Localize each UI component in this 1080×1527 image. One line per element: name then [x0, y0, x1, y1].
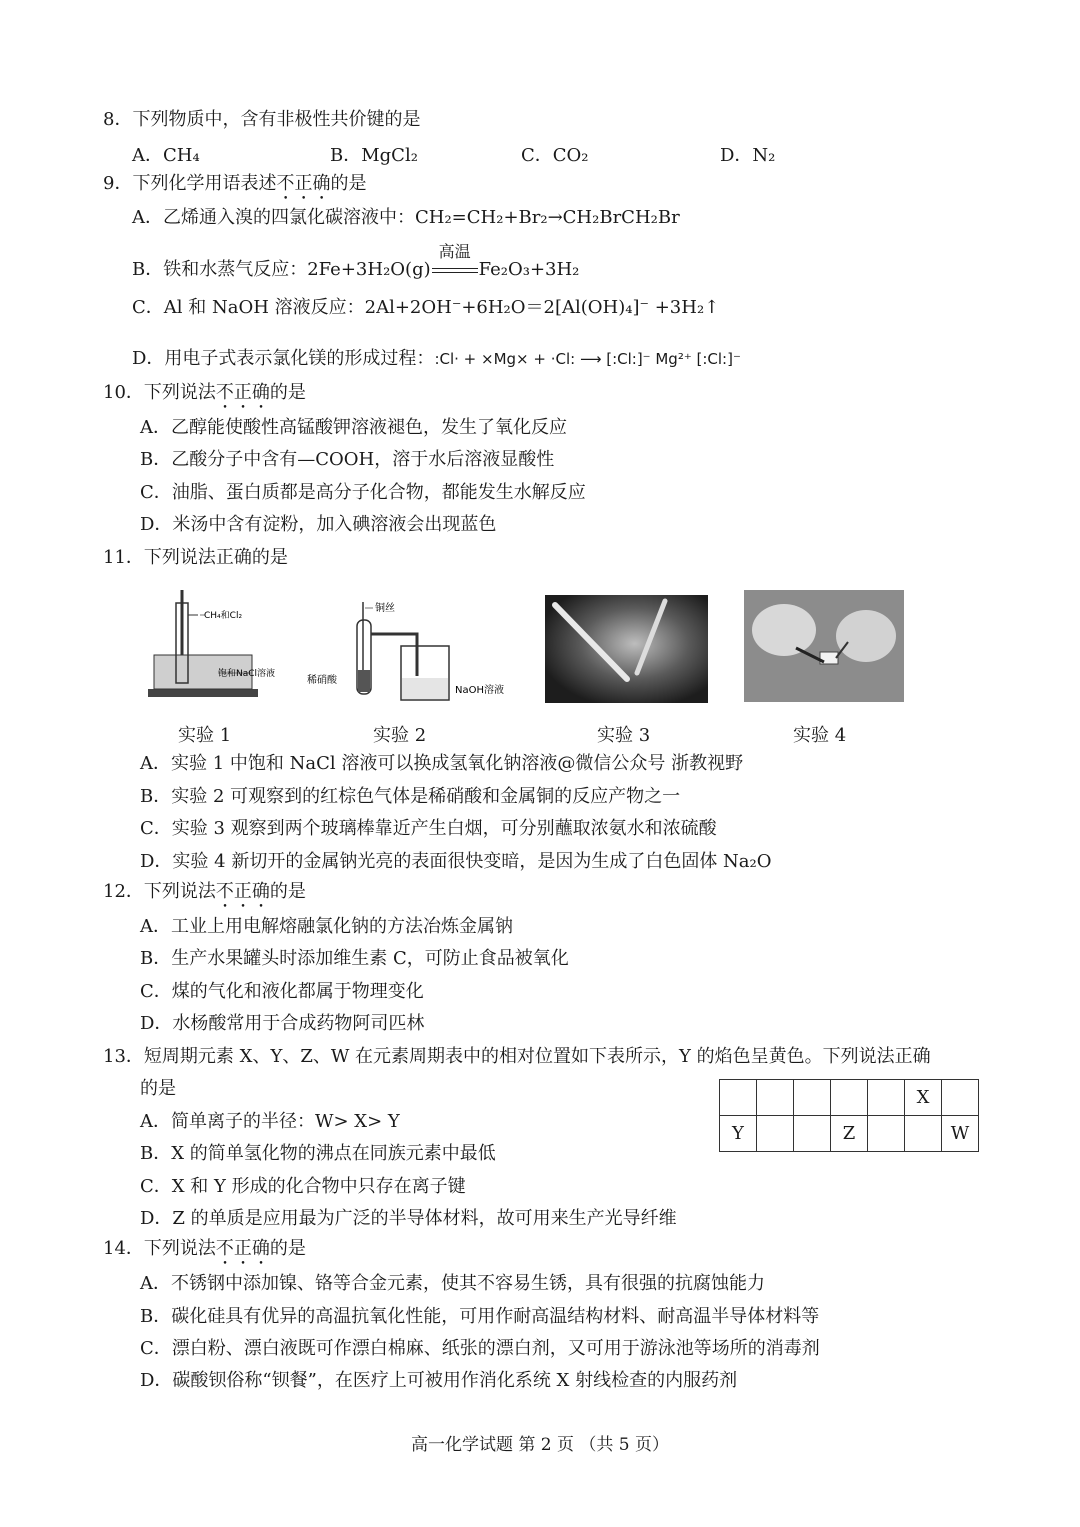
q14-stem-pre: 14．下列说法 — [103, 1238, 216, 1259]
q12-option-d: D．水杨酸常用于合成药物阿司匹林 — [140, 1013, 425, 1034]
q10-stem — [103, 381, 306, 413]
table-cell: Z — [831, 1116, 868, 1152]
acid-liquid — [358, 670, 370, 692]
table-cell: W — [942, 1116, 979, 1152]
q9-option-d — [132, 347, 741, 371]
fig2-label-wire: 铜丝 — [375, 603, 395, 614]
q9-option-d-pre: D．用电子式表示氯化镁的形成过程： — [132, 348, 435, 369]
table-cell — [794, 1080, 831, 1116]
table-row — [720, 1116, 979, 1152]
table-cell — [868, 1080, 905, 1116]
q9-stem-post: 的是 — [330, 173, 367, 194]
experiment-1-diagram — [140, 585, 310, 705]
q9-electron-formula: :Cl· + ×Mg× + ·Cl: ⟶ [:Cl:]⁻ Mg²⁺ [:Cl:]⁻ — [434, 350, 741, 368]
caption-experiment-3: 实验 3 — [597, 725, 651, 746]
q11-option-c: C．实验 3 观察到两个玻璃棒靠近产生白烟，可分别蘸取浓氨水和浓硫酸 — [140, 818, 717, 839]
q14-option-a: A．不锈钢中添加镍、铬等合金元素，使其不容易生锈，具有很强的抗腐蚀能力 — [140, 1273, 765, 1294]
q12-option-a: A．工业上用电解熔融氯化钠的方法冶炼金属钠 — [140, 916, 513, 937]
caption-experiment-4: 实验 4 — [793, 725, 847, 746]
table-cell — [720, 1080, 757, 1116]
caption-experiment-2: 实验 2 — [373, 725, 427, 746]
q14-stem-post: 的是 — [269, 1238, 306, 1259]
table-cell — [757, 1080, 794, 1116]
q8-stem: 8．下列物质中，含有非极性共价键的是 — [103, 109, 421, 130]
table-cell: X — [905, 1080, 942, 1116]
q14-option-c: C．漂白粉、漂白液既可作漂白棉麻、纸张的漂白剂，又可用于游泳池等场所的消毒剂 — [140, 1338, 820, 1359]
table-cell — [868, 1116, 905, 1152]
q8-option-a: A．CH₄ — [132, 145, 200, 166]
right-hand — [836, 610, 896, 662]
q13-option-b: B．X 的简单氢化物的沸点在同族元素中最低 — [140, 1143, 496, 1164]
table-cell: Y — [720, 1116, 757, 1152]
q14-option-d: D．碳酸钡俗称“钡餐”，在医疗上可被用作消化系统 X 射线检查的内服药剂 — [140, 1370, 738, 1391]
q14-option-b: B．碳化硅具有优异的高温抗氧化性能，可用作耐高温结构材料、耐高温半导体材料等 — [140, 1306, 820, 1327]
q9-option-a: A．乙烯通入溴的四氯化碳溶液中：CH₂=CH₂+Br₂→CH₂BrCH₂Br — [132, 207, 680, 228]
experiment-2-diagram — [305, 598, 520, 704]
q12-option-b: B．生产水果罐头时添加维生素 C，可防止食品被氧化 — [140, 948, 569, 969]
photo-background — [545, 595, 708, 703]
q13-option-d: D．Z 的单质是应用最为广泛的半导体材料，故可用来生产光导纤维 — [140, 1208, 677, 1229]
naoh-solution — [402, 678, 448, 699]
left-hand — [752, 604, 816, 656]
q12-stem — [103, 880, 306, 912]
q9-option-b — [132, 242, 580, 282]
q9-option-b-pre: B．铁和水蒸气反应：2Fe+3H₂O(g) — [132, 259, 431, 280]
q10-option-d: D．米汤中含有淀粉，加入碘溶液会出现蓝色 — [140, 514, 497, 535]
periodic-table-fragment — [719, 1079, 979, 1152]
q10-option-c: C．油脂、蛋白质都是高分子化合物，都能发生水解反应 — [140, 482, 586, 503]
q11-option-d: D．实验 4 新切开的金属钠光亮的表面很快变暗，是因为生成了白色固体 Na₂O — [140, 851, 772, 872]
q10-stem-emphasis: 不正确 — [215, 382, 270, 403]
q8-option-d: D．N₂ — [720, 145, 776, 166]
equals-sign-icon — [432, 268, 478, 273]
q12-stem-pre: 12．下列说法 — [103, 881, 216, 902]
delivery-tube — [371, 634, 417, 676]
caption-experiment-1: 实验 1 — [178, 725, 232, 746]
q12-stem-emphasis: 不正确 — [215, 881, 270, 902]
q10-stem-post: 的是 — [269, 382, 306, 403]
q14-stem-emphasis: 不正确 — [215, 1238, 270, 1259]
q10-option-a: A．乙醇能使酸性高锰酸钾溶液褪色，发生了氧化反应 — [140, 417, 567, 438]
table-cell — [942, 1080, 979, 1116]
q13-option-c: C．X 和 Y 形成的化合物中只存在离子键 — [140, 1176, 466, 1197]
q14-stem — [103, 1237, 306, 1269]
q10-stem-pre: 10．下列说法 — [103, 382, 216, 403]
q11-option-b: B．实验 2 可观察到的红棕色气体是稀硝酸和金属铜的反应产物之一 — [140, 786, 681, 807]
apparatus-base — [148, 689, 258, 697]
table-cell — [905, 1116, 942, 1152]
table-cell — [831, 1080, 868, 1116]
q12-option-c: C．煤的气化和液化都属于物理变化 — [140, 981, 424, 1002]
q9-stem-pre: 9．下列化学用语表述 — [103, 173, 277, 194]
q9-option-b-post: Fe₂O₃+3H₂ — [478, 259, 580, 280]
page-footer: 高一化学试题 第 2 页 （共 5 页） — [410, 1435, 670, 1455]
fig2-label-naoh: NaOH溶液 — [455, 685, 504, 696]
q9-reaction-arrow — [431, 242, 479, 282]
q9-option-c: C．Al 和 NaOH 溶液反应：2Al+2OH⁻+6H₂O＝2[Al(OH)₄]⁻ +3H₂↑ — [132, 297, 720, 318]
q11-option-a: A．实验 1 中饱和 NaCl 溶液可以换成氢氧化钠溶液@微信公众号 浙教视野 — [140, 753, 744, 774]
q11-stem: 11．下列说法正确的是 — [103, 547, 288, 568]
q13-stem-continued: 的是 — [140, 1078, 176, 1099]
table-row — [720, 1080, 979, 1116]
fig2-label-acid: 稀硝酸 — [307, 675, 337, 686]
q12-stem-post: 的是 — [269, 881, 306, 902]
q9-stem — [103, 172, 366, 204]
experiment-3-photo — [545, 595, 708, 703]
fig1-label-solution: 饱和NaCl溶液 — [218, 669, 276, 679]
q9-reaction-condition: 高温 — [438, 242, 471, 261]
q13-option-a: A．简单离子的半径：W> X> Y — [140, 1111, 400, 1132]
q8-option-b: B．MgCl₂ — [330, 145, 418, 166]
q13-stem: 13．短周期元素 X、Y、Z、W 在元素周期表中的相对位置如下表所示，Y 的焰色呈黄色。下列说法正确 — [103, 1046, 931, 1067]
fig1-label-gas: CH₄和Cl₂ — [204, 611, 243, 621]
table-cell — [794, 1116, 831, 1152]
q8-option-c: C．CO₂ — [521, 145, 589, 166]
q9-stem-emphasis: 不正确 — [276, 173, 331, 194]
experiment-4-photo — [744, 590, 904, 702]
table-cell — [757, 1116, 794, 1152]
q10-option-b: B．乙酸分子中含有—COOH，溶于水后溶液显酸性 — [140, 449, 555, 470]
